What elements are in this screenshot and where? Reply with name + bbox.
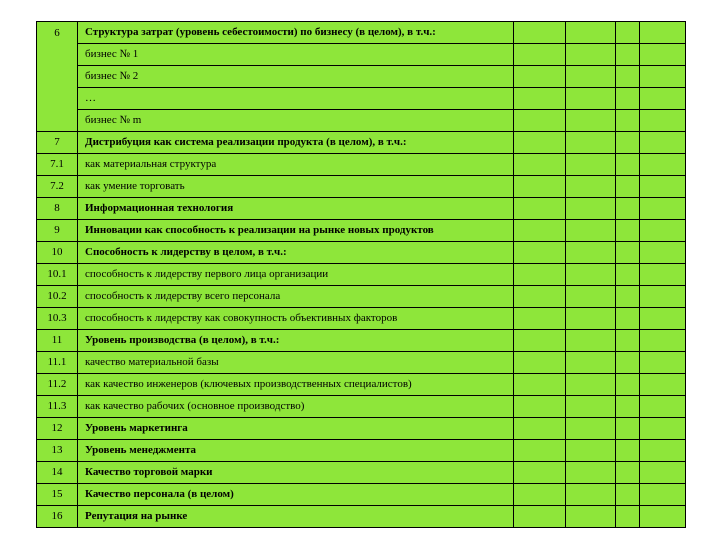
empty-score-cell[interactable]	[616, 506, 640, 528]
factors-table-body	[37, 22, 686, 528]
table-row	[37, 88, 686, 110]
empty-score-cell[interactable]	[640, 198, 686, 220]
table-row	[37, 374, 686, 396]
row-description-cell: Репутация на рынке	[78, 506, 514, 528]
empty-score-cell[interactable]	[640, 286, 686, 308]
empty-score-cell[interactable]	[514, 308, 566, 330]
empty-score-cell[interactable]	[514, 132, 566, 154]
table-row	[37, 220, 686, 242]
table-row	[37, 22, 686, 44]
empty-score-cell[interactable]	[640, 66, 686, 88]
empty-score-cell[interactable]	[616, 352, 640, 374]
empty-score-cell[interactable]	[640, 484, 686, 506]
empty-score-cell[interactable]	[514, 374, 566, 396]
empty-score-cell[interactable]	[616, 440, 640, 462]
empty-score-cell[interactable]	[640, 220, 686, 242]
row-description-cell: Качество персонала (в целом)	[78, 484, 514, 506]
empty-score-cell[interactable]	[640, 154, 686, 176]
row-number-cell: 7.2	[37, 176, 78, 198]
empty-score-cell[interactable]	[566, 22, 616, 44]
row-description-cell: Инновации как способность к реализации на рынке новых продуктов	[78, 220, 514, 242]
table-row	[37, 286, 686, 308]
row-description-cell: Дистрибуция как система реализации продукта (в целом), в т.ч.:	[78, 132, 514, 154]
row-description-cell: Способность к лидерству в целом, в т.ч.:	[78, 242, 514, 264]
empty-score-cell[interactable]	[640, 110, 686, 132]
empty-score-cell[interactable]	[616, 462, 640, 484]
table-row	[37, 242, 686, 264]
row-description-cell: Уровень менеджмента	[78, 440, 514, 462]
row-description-cell: способность к лидерству всего персонала	[78, 286, 514, 308]
empty-score-cell[interactable]	[640, 22, 686, 44]
empty-score-cell[interactable]	[566, 308, 616, 330]
row-description-cell: Уровень производства (в целом), в т.ч.:	[78, 330, 514, 352]
table-row	[37, 396, 686, 418]
empty-score-cell[interactable]	[566, 242, 616, 264]
empty-score-cell[interactable]	[514, 352, 566, 374]
table-row	[37, 352, 686, 374]
table-row	[37, 132, 686, 154]
empty-score-cell[interactable]	[616, 330, 640, 352]
empty-score-cell[interactable]	[514, 66, 566, 88]
table-row	[37, 484, 686, 506]
empty-score-cell[interactable]	[514, 484, 566, 506]
empty-score-cell[interactable]	[514, 330, 566, 352]
row-description-cell: качество материальной базы	[78, 352, 514, 374]
empty-score-cell[interactable]	[640, 418, 686, 440]
table-row	[37, 418, 686, 440]
empty-score-cell[interactable]	[616, 154, 640, 176]
row-description-cell: как качество инженеров (ключевых производственных специалистов)	[78, 374, 514, 396]
table-row	[37, 462, 686, 484]
row-description-cell: бизнес № 2	[78, 66, 514, 88]
empty-score-cell[interactable]	[640, 352, 686, 374]
row-number-cell: 7	[37, 132, 78, 154]
row-description-cell: Качество торговой марки	[78, 462, 514, 484]
empty-score-cell[interactable]	[514, 506, 566, 528]
empty-score-cell[interactable]	[616, 418, 640, 440]
empty-score-cell[interactable]	[616, 396, 640, 418]
empty-score-cell[interactable]	[514, 440, 566, 462]
empty-score-cell[interactable]	[566, 396, 616, 418]
row-description-cell: Информационная технология	[78, 198, 514, 220]
empty-score-cell[interactable]	[640, 440, 686, 462]
table-row	[37, 330, 686, 352]
empty-score-cell[interactable]	[566, 352, 616, 374]
row-description-cell: как материальная структура	[78, 154, 514, 176]
empty-score-cell[interactable]	[640, 132, 686, 154]
empty-score-cell[interactable]	[566, 264, 616, 286]
empty-score-cell[interactable]	[616, 44, 640, 66]
empty-score-cell[interactable]	[640, 330, 686, 352]
empty-score-cell[interactable]	[640, 506, 686, 528]
row-description-cell: …	[78, 88, 514, 110]
row-number-cell: 13	[37, 440, 78, 462]
row-number-cell: 15	[37, 484, 78, 506]
row-description-cell: как качество рабочих (основное производство)	[78, 396, 514, 418]
empty-score-cell[interactable]	[566, 88, 616, 110]
row-number-cell: 7.1	[37, 154, 78, 176]
row-number-cell: 11	[37, 330, 78, 352]
empty-score-cell[interactable]	[640, 44, 686, 66]
empty-score-cell[interactable]	[514, 418, 566, 440]
table-row	[37, 44, 686, 66]
row-description-cell: бизнес № 1	[78, 44, 514, 66]
empty-score-cell[interactable]	[514, 220, 566, 242]
factors-table	[36, 21, 686, 528]
empty-score-cell[interactable]	[566, 66, 616, 88]
empty-score-cell[interactable]	[514, 286, 566, 308]
empty-score-cell[interactable]	[514, 110, 566, 132]
empty-score-cell[interactable]	[640, 374, 686, 396]
empty-score-cell[interactable]	[566, 110, 616, 132]
row-number-cell: 10	[37, 242, 78, 264]
row-number-cell: 11.3	[37, 396, 78, 418]
empty-score-cell[interactable]	[566, 484, 616, 506]
row-number-cell: 6	[37, 22, 78, 132]
empty-score-cell[interactable]	[616, 66, 640, 88]
empty-score-cell[interactable]	[616, 242, 640, 264]
empty-score-cell[interactable]	[566, 176, 616, 198]
empty-score-cell[interactable]	[514, 22, 566, 44]
empty-score-cell[interactable]	[566, 286, 616, 308]
empty-score-cell[interactable]	[616, 286, 640, 308]
row-number-cell: 10.3	[37, 308, 78, 330]
row-description-cell: Уровень маркетинга	[78, 418, 514, 440]
table-row	[37, 264, 686, 286]
empty-score-cell[interactable]	[616, 198, 640, 220]
empty-score-cell[interactable]	[640, 264, 686, 286]
empty-score-cell[interactable]	[514, 176, 566, 198]
row-number-cell: 16	[37, 506, 78, 528]
empty-score-cell[interactable]	[566, 506, 616, 528]
empty-score-cell[interactable]	[566, 154, 616, 176]
table-row	[37, 66, 686, 88]
empty-score-cell[interactable]	[616, 132, 640, 154]
table-row	[37, 308, 686, 330]
row-number-cell: 10.1	[37, 264, 78, 286]
empty-score-cell[interactable]	[616, 88, 640, 110]
row-description-cell: Структура затрат (уровень себестоимости) по бизнесу (в целом), в т.ч.:	[78, 22, 514, 44]
empty-score-cell[interactable]	[616, 264, 640, 286]
empty-score-cell[interactable]	[566, 198, 616, 220]
empty-score-cell[interactable]	[616, 22, 640, 44]
empty-score-cell[interactable]	[640, 176, 686, 198]
empty-score-cell[interactable]	[616, 176, 640, 198]
empty-score-cell[interactable]	[566, 330, 616, 352]
row-number-cell: 11.2	[37, 374, 78, 396]
table-row	[37, 506, 686, 528]
table-row	[37, 154, 686, 176]
table-row	[37, 198, 686, 220]
empty-score-cell[interactable]	[616, 220, 640, 242]
empty-score-cell[interactable]	[640, 242, 686, 264]
empty-score-cell[interactable]	[566, 374, 616, 396]
empty-score-cell[interactable]	[514, 44, 566, 66]
table-row	[37, 110, 686, 132]
row-number-cell: 10.2	[37, 286, 78, 308]
empty-score-cell[interactable]	[566, 462, 616, 484]
row-number-cell: 14	[37, 462, 78, 484]
row-description-cell: способность к лидерству первого лица организации	[78, 264, 514, 286]
table-row	[37, 176, 686, 198]
empty-score-cell[interactable]	[616, 484, 640, 506]
table-row	[37, 440, 686, 462]
empty-score-cell[interactable]	[640, 462, 686, 484]
empty-score-cell[interactable]	[640, 308, 686, 330]
empty-score-cell[interactable]	[566, 44, 616, 66]
row-description-cell: бизнес № m	[78, 110, 514, 132]
empty-score-cell[interactable]	[514, 154, 566, 176]
empty-score-cell[interactable]	[514, 264, 566, 286]
empty-score-cell[interactable]	[514, 198, 566, 220]
empty-score-cell[interactable]	[514, 88, 566, 110]
row-number-cell: 8	[37, 198, 78, 220]
row-number-cell: 11.1	[37, 352, 78, 374]
empty-score-cell[interactable]	[616, 374, 640, 396]
empty-score-cell[interactable]	[566, 418, 616, 440]
empty-score-cell[interactable]	[514, 462, 566, 484]
empty-score-cell[interactable]	[566, 220, 616, 242]
empty-score-cell[interactable]	[616, 308, 640, 330]
empty-score-cell[interactable]	[566, 440, 616, 462]
empty-score-cell[interactable]	[514, 242, 566, 264]
empty-score-cell[interactable]	[616, 110, 640, 132]
row-number-cell: 9	[37, 220, 78, 242]
empty-score-cell[interactable]	[640, 88, 686, 110]
empty-score-cell[interactable]	[640, 396, 686, 418]
row-description-cell: способность к лидерству как совокупность объективных факторов	[78, 308, 514, 330]
empty-score-cell[interactable]	[514, 396, 566, 418]
empty-score-cell[interactable]	[566, 132, 616, 154]
row-number-cell: 12	[37, 418, 78, 440]
row-description-cell: как умение торговать	[78, 176, 514, 198]
